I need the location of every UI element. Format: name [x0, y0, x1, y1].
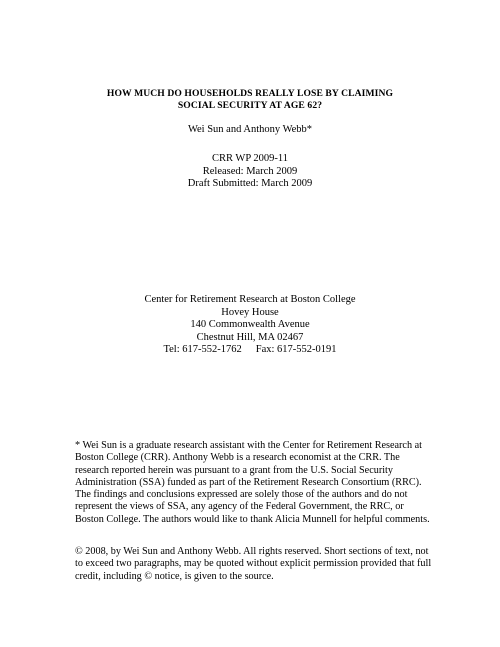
institution-city: Chestnut Hill, MA 02467 [196, 331, 304, 343]
author-footnote: * Wei Sun is a graduate research assistant with the Center for Retirement Research at Boston College (CRR). Anthony Webb is a research economist at the CRR. The research reported herein was pursuant to a grant from the U.S. Social Security Administration (SSA) funded as part of the Retirement Research Consortium (RRC). The findings and conclusions expressed are solely those of the authors and do not represent the views of SSA, any agency of the Federal Government, the RRC, or Boston College. The authors would like to thank Alicia Munnell for helpful comments. [75, 440, 430, 525]
paper-title-line-2: SOCIAL SECURITY AT AGE 62? [177, 99, 323, 111]
paper-title-line-1: HOW MUCH DO HOUSEHOLDS REALLY LOSE BY CLAIMING [106, 88, 394, 99]
institution-street: 140 Commonwealth Avenue [190, 319, 310, 330]
working-paper-info [0, 153, 500, 191]
institution-name: Center for Retirement Research at Boston College [144, 294, 356, 305]
fax-number: Fax: 617-552-0191 [255, 344, 337, 355]
institution-address [0, 294, 500, 357]
release-date: Released: March 2009 [202, 165, 298, 177]
working-paper-number: CRR WP 2009-11 [211, 153, 289, 164]
author-list: Wei Sun and Anthony Webb* [187, 124, 313, 135]
copyright-notice: © 2008, by Wei Sun and Anthony Webb. All rights reserved. Short sections of text, not to exceed two paragraphs, may be quoted without explicit permission provided that full credit, including © notice, is given to the source. [75, 546, 432, 582]
paper-title [0, 88, 500, 111]
submission-date: Draft Submitted: March 2009 [187, 178, 313, 189]
contact-line [0, 344, 500, 357]
institution-building: Hovey House [221, 306, 279, 318]
telephone-number: Tel: 617-552-1762 [163, 344, 242, 355]
